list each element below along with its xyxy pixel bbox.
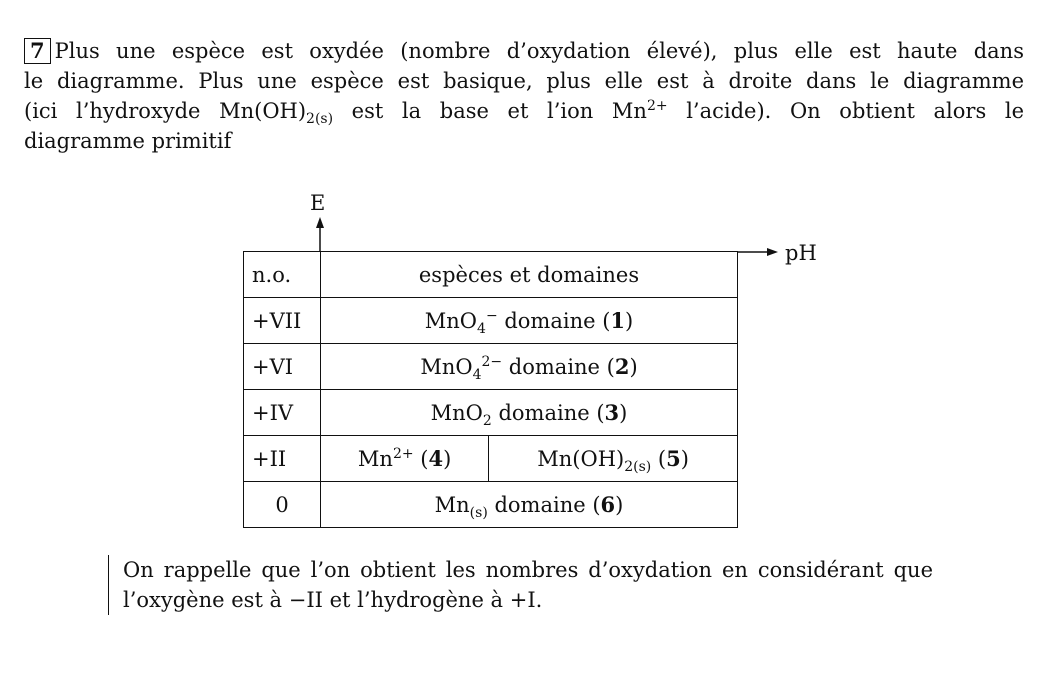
table-row: +VI MnO$_4^{2-}$ domaine (2) bbox=[244, 344, 738, 390]
domain-mn2plus: $Mn^{2+}$ (4) bbox=[321, 436, 489, 482]
oxidation-table bbox=[243, 251, 738, 528]
table-row: 0 $Mn_{(s)}$ domaine (6) bbox=[244, 482, 738, 528]
table-row: +IV MnO$_2$ domaine (3) bbox=[244, 390, 738, 436]
y-axis-label: E bbox=[310, 191, 326, 215]
reminder-note bbox=[108, 555, 933, 615]
domain-mnoh2: $Mn(OH)_{2(s)}$ (5) bbox=[489, 436, 738, 482]
header-species: espèces et domaines bbox=[321, 252, 738, 298]
x-axis-label: pH bbox=[785, 241, 817, 265]
question-line-4: diagramme primitif bbox=[24, 129, 232, 153]
x-axis-arrow bbox=[767, 248, 778, 256]
table-row-split: +II $Mn^{2+}$ (4) $Mn(OH)_{2(s)}$ (5) bbox=[244, 436, 738, 482]
question-line-1: Plus une espèce est oxydée (nombre d’oxydation élevé), plus elle est haute dans bbox=[54, 39, 1024, 63]
note-line-1: On rappelle que l’on obtient les nombres d’oxydation en considérant que bbox=[123, 558, 933, 582]
note-line-2: l’oxygène est à −II et l’hydrogène à +I. bbox=[123, 588, 543, 612]
question-number: 7 bbox=[24, 38, 51, 64]
question-line-2: le diagramme. Plus une espèce est basique, plus elle est à droite dans le diagramme bbox=[24, 69, 1024, 93]
question-paragraph bbox=[24, 36, 1024, 156]
table-row: +VII MnO$_4$− domaine (1) bbox=[244, 298, 738, 344]
y-axis-arrow bbox=[316, 217, 324, 228]
header-no: n.o. bbox=[244, 252, 321, 298]
potential-ph-diagram bbox=[240, 191, 840, 545]
table-header-row bbox=[244, 252, 738, 298]
question-line-3: (ici l’hydroxyde $Mn(OH)_{2(s)}$ est la base et l’ion $Mn^{2+}$ l’acide). On obtient alors le bbox=[24, 98, 1024, 128]
